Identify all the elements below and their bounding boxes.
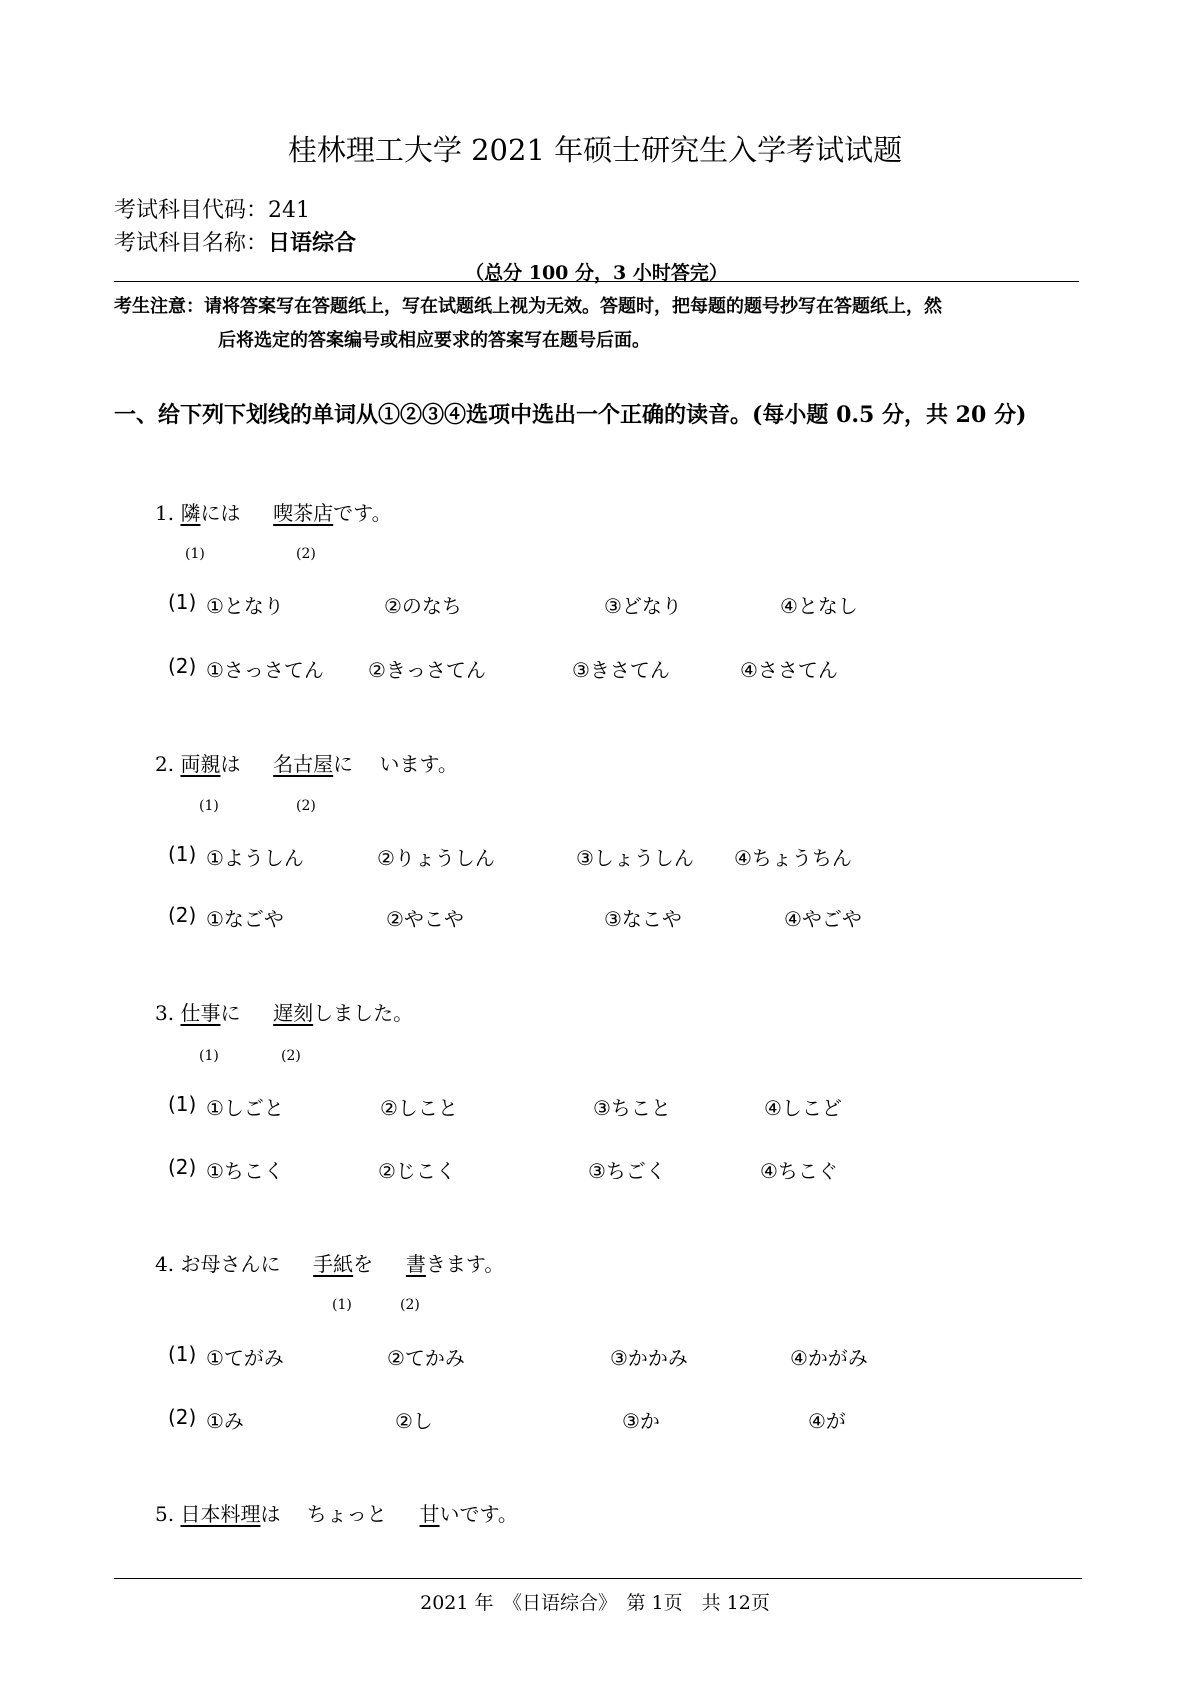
option: ①ちこく	[206, 1159, 284, 1183]
option: ③かかみ	[610, 1346, 688, 1370]
section-heading: 一、给下列下划线的单词从①②③④选项中选出一个正确的读音。(每小题 0.5 分，共 20 分)	[114, 402, 1027, 428]
question-text: を	[353, 1252, 394, 1276]
underlined-word: 日本料理	[180, 1502, 261, 1526]
subject-name: 日语综合	[268, 230, 357, 256]
underlined-word: 遅刻	[273, 1001, 314, 1025]
subject-name-line	[114, 226, 356, 257]
subject-code-label: 考试科目代码：	[114, 198, 269, 223]
option: ③きさてん	[572, 658, 670, 682]
question-number: 3.	[155, 1001, 175, 1025]
option: ③ちこと	[593, 1096, 671, 1120]
option: ①しごと	[206, 1096, 284, 1120]
underline-mark-2: (2)	[400, 1297, 420, 1313]
underlined-word: 隣	[180, 501, 201, 525]
question-text: は ちょっと	[260, 1502, 407, 1526]
option-index: (1)	[168, 842, 197, 866]
option-index: (1)	[168, 590, 197, 614]
question-text: には	[200, 501, 261, 525]
option: ①となり	[206, 594, 284, 618]
underline-mark-2: (2)	[281, 1048, 301, 1064]
underline-mark-1: (1)	[199, 1048, 219, 1064]
option: ④ちょうちん	[734, 846, 852, 870]
subject-code-line	[114, 193, 310, 224]
option: ④が	[808, 1409, 846, 1433]
question-5	[155, 1498, 518, 1527]
option: ④しこど	[764, 1096, 842, 1120]
footer-rule	[114, 1578, 1082, 1579]
option: ③なこや	[604, 907, 682, 931]
question-text: は	[220, 752, 261, 776]
question-text: いです。	[439, 1502, 518, 1526]
subject-name-label: 考试科目名称：	[114, 231, 269, 256]
option: ②りょうしん	[377, 846, 495, 870]
question-number: 1.	[155, 501, 175, 525]
option: ②のなち	[384, 594, 462, 618]
underlined-word: 仕事	[180, 1001, 221, 1025]
question-4	[155, 1248, 504, 1277]
underlined-word: 名古屋	[273, 752, 334, 776]
underlined-word: 両親	[180, 752, 221, 776]
underline-mark-2: (2)	[296, 798, 316, 814]
question-1	[155, 497, 392, 526]
question-number: 2.	[155, 752, 175, 776]
option-index: (2)	[168, 654, 197, 678]
page-footer: 2021 年 《日语综合》 第 1页 共 12页	[420, 1592, 770, 1614]
score-line: （总分 100 分，3 小时答完）	[465, 262, 728, 284]
option: ②きっさてん	[368, 658, 486, 682]
underlined-word: 甘	[419, 1502, 440, 1526]
option: ①み	[206, 1409, 244, 1433]
option: ③どなり	[604, 594, 682, 618]
option-index: (2)	[168, 1405, 197, 1429]
question-text: です。	[333, 501, 392, 525]
question-text: に います。	[333, 752, 458, 776]
option: ②じこく	[378, 1159, 456, 1183]
notice-line-2: 后将选定的答案编号或相应要求的答案写在题号后面。	[218, 330, 650, 351]
question-text: お母さんに	[180, 1252, 301, 1276]
underline-mark-1: (1)	[332, 1297, 352, 1313]
option: ④ちこぐ	[760, 1159, 838, 1183]
question-number: 5.	[155, 1502, 175, 1526]
option: ②やこや	[386, 907, 464, 931]
question-2	[155, 748, 458, 777]
underline-mark-1: (1)	[185, 546, 205, 562]
option-index: (1)	[168, 1342, 197, 1366]
underlined-word: 手紙	[313, 1252, 354, 1276]
question-text: に	[220, 1001, 261, 1025]
underline-mark-1: (1)	[199, 798, 219, 814]
underlined-word: 喫茶店	[273, 501, 334, 525]
option: ③ちごく	[588, 1159, 666, 1183]
option-index: (2)	[168, 1155, 197, 1179]
underlined-word: 書	[405, 1252, 426, 1276]
option: ④となし	[780, 594, 858, 618]
option: ①なごや	[206, 907, 284, 931]
option: ④かがみ	[790, 1346, 868, 1370]
question-3	[155, 997, 413, 1026]
option: ②てかみ	[387, 1346, 465, 1370]
option: ②しこと	[380, 1096, 458, 1120]
option: ①ようしん	[206, 846, 304, 870]
subject-code: 241	[268, 198, 311, 223]
option: ③しょうしん	[576, 846, 694, 870]
question-text: しました。	[313, 1001, 414, 1025]
option: ④ささてん	[740, 658, 838, 682]
option: ④やごや	[784, 907, 862, 931]
option-index: (1)	[168, 1092, 197, 1116]
option-index: (2)	[168, 903, 197, 927]
page-title: 桂林理工大学 2021 年硕士研究生入学考试试题	[287, 133, 903, 167]
option: ②し	[395, 1409, 433, 1433]
underline-mark-2: (2)	[296, 546, 316, 562]
option: ①さっさてん	[206, 658, 324, 682]
option: ①てがみ	[206, 1346, 284, 1370]
notice-line-1: 考生注意：请将答案写在答题纸上，写在试题纸上视为无效。答题时，把每题的题号抄写在答题纸上，然	[114, 296, 942, 317]
option: ③か	[622, 1409, 660, 1433]
header-rule	[114, 281, 1079, 282]
question-number: 4.	[155, 1252, 175, 1276]
question-text: きます。	[425, 1252, 505, 1276]
